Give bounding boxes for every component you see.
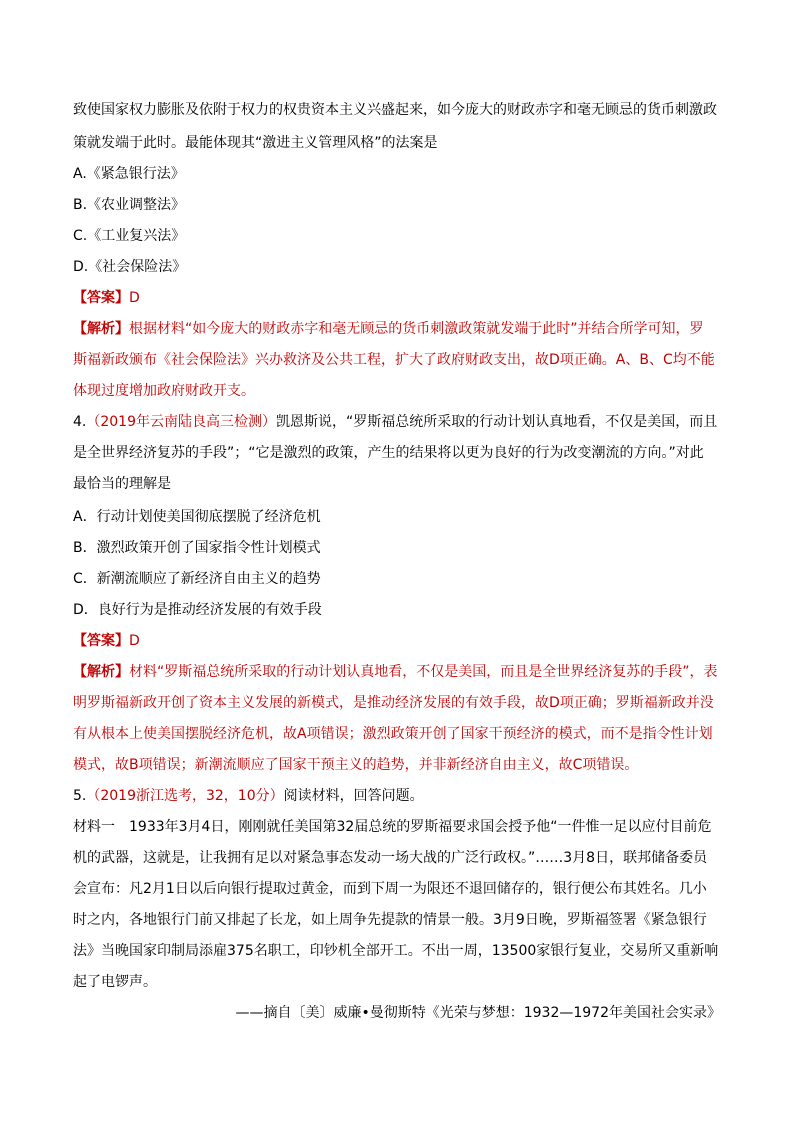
q5-source: （2019浙江选考，32，10分）	[86, 788, 284, 804]
q4-analysis-line-2: 明罗斯福新政开创了资本主义发展的新模式，是推动经济发展的有效手段，故D项正确；罗斯福新政并没	[73, 695, 714, 711]
q5-material-line-4: 时之内，各地银行门前又排起了长龙，如上周争先提款的情景一般。3月9日晚，罗斯福签署《紧急银行	[73, 912, 707, 928]
q4-stem-line-3: 最恰当的理解是	[73, 476, 171, 492]
q4-option-c: C．新潮流顺应了新经济自由主义的趋势	[73, 571, 321, 587]
q3-option-a: A.《紧急银行法》	[73, 166, 185, 182]
q3-analysis-line-2: 斯福新政颁布《社会保险法》兴办救济及公共工程，扩大了政府财政支出，故D项正确。A、B、C均不能	[73, 352, 715, 368]
q3-analysis-text-1: 根据材料“如今庞大的财政赤字和毫无顾忌的货币刺激政策就发端于此时”并结合所学可知，罗	[129, 321, 704, 337]
q4-analysis-line-1	[73, 662, 723, 682]
q5-material-line-1: 材料一 1933年3月4日，刚刚就任美国第32届总统的罗斯福要求国会授予他“一件惟一足以应付目前危	[73, 819, 712, 835]
q3-answer-label: 【答案】	[73, 290, 129, 306]
q4-option-b: B．激烈政策开创了国家指令性计划模式	[73, 540, 321, 556]
q4-stem-text-1: 凯恩斯说，“罗斯福总统所采取的行动计划认真地看，不仅是美国，而且	[276, 414, 718, 430]
q4-answer	[73, 631, 723, 651]
q4-stem-line-2: 是全世界经济复苏的手段”；“它是激烈的政策，产生的结果将以更为良好的行为改变潮流的方向。”对此	[73, 445, 704, 461]
q4-analysis-line-4: 模式，故B项错误；新潮流顺应了国家干预主义的趋势，并非新经济自由主义，故C项错误。	[73, 757, 639, 773]
q4-analysis-line-3: 有从根本上使美国摆脱经济危机，故A项错误；激烈政策开创了国家干预经济的模式，而不是指令性计划	[73, 726, 713, 742]
q5-citation: ——摘自〔美〕威廉•曼彻斯特《光荣与梦想：1932—1972年美国社会实录》	[235, 1005, 721, 1021]
q5-material-line-3: 会宣布：凡2月1日以后向银行提取过黄金，而到下周一为限还不退回储存的，银行便公布其姓名。几小	[73, 881, 707, 897]
q3-stem-line-2: 策就发端于此时。最能体现其“激进主义管理风格”的法案是	[73, 135, 438, 151]
q4-option-a: A．行动计划使美国彻底摆脱了经济危机	[73, 509, 321, 525]
q4-answer-label: 【答案】	[73, 633, 129, 649]
q3-answer	[73, 288, 723, 308]
q4-number: 4.	[73, 414, 87, 430]
q4-analysis-label: 【解析】	[73, 664, 129, 680]
q5-stem	[73, 786, 723, 806]
q5-material-line-6: 起了电锣声。	[73, 974, 157, 990]
q3-analysis-line-1	[73, 319, 723, 339]
q4-option-d: D．良好行为是推动经济发展的有效手段	[73, 602, 322, 618]
q3-option-d: D.《社会保险法》	[73, 259, 187, 275]
q3-stem-line-1: 致使国家权力膨胀及依附于权力的权贵资本主义兴盛起来，如今庞大的财政赤字和毫无顾忌的货币刺激政	[73, 102, 717, 118]
q3-analysis-line-3: 体现过度增加政府财政开支。	[73, 383, 255, 399]
q5-material-line-2: 机的武器，这就是，让我拥有足以对紧急事态发动一场大战的广泛行政权。”……3月8日，联邦储备委员	[73, 850, 708, 866]
q3-option-c: C.《工业复兴法》	[73, 228, 186, 244]
q5-number: 5.	[73, 788, 87, 804]
q3-option-b: B.《农业调整法》	[73, 197, 186, 213]
q4-stem-line-1	[73, 412, 723, 432]
q4-source: （2019年云南陆良高三检测）	[86, 414, 276, 430]
q3-analysis-label: 【解析】	[73, 321, 129, 337]
q4-analysis-text-1: 材料“罗斯福总统所采取的行动计划认真地看，不仅是美国，而且是全世界经济复苏的手段”，表	[129, 664, 718, 680]
q3-answer-value: D	[129, 290, 140, 306]
q5-material-line-5: 法》当晚国家印制局添雇375名职工，印钞机全部开工。不出一周，13500家银行复业，交易所又重新响	[73, 943, 719, 959]
q5-stem-text: 阅读材料，回答问题。	[283, 788, 424, 804]
q4-answer-value: D	[129, 633, 140, 649]
